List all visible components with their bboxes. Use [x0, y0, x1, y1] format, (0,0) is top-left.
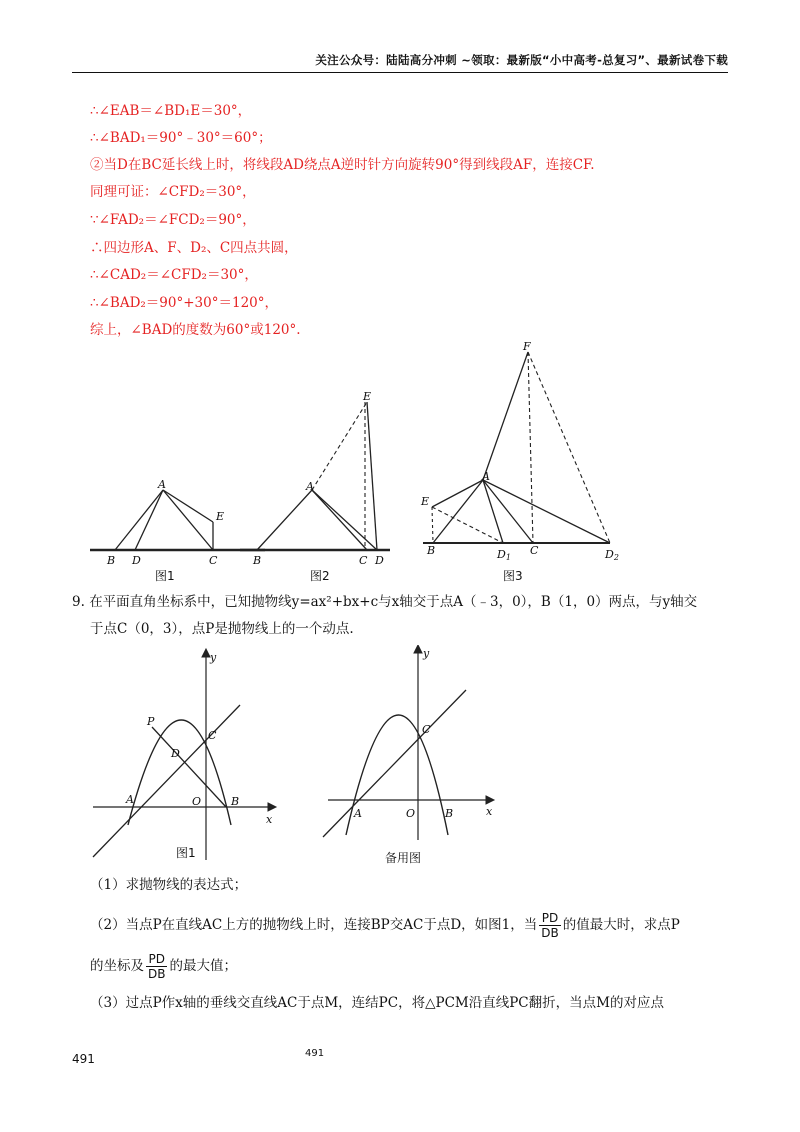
- svg-text:E: E: [421, 495, 430, 508]
- svg-text:B: B: [107, 554, 116, 567]
- figure-2: [240, 390, 390, 567]
- part2-text-c: 的坐标及: [90, 958, 144, 974]
- svg-text:B: B: [253, 554, 262, 567]
- svg-text:A: A: [482, 470, 490, 483]
- question-part-2-cont: [90, 946, 237, 986]
- svg-text:C: C: [422, 723, 431, 736]
- figure-1-caption: 图1: [155, 569, 175, 583]
- svg-text:B: B: [231, 795, 240, 808]
- question-part-3: （3）过点P作x轴的垂线交直线AC于点M，连结PC，将△PCM沿直线PC翻折，当点M的对应点: [90, 995, 664, 1011]
- page-header: [72, 52, 728, 73]
- page-number-left: 491: [72, 1052, 95, 1066]
- svg-text:O: O: [192, 795, 202, 808]
- parabola-figure-1-caption: 图1: [176, 846, 196, 860]
- solution-line-4: 同理可证：∠CFD₂＝30°，: [90, 184, 256, 200]
- parabola-figure-2: [323, 645, 494, 865]
- solution-line-7: ∴∠CAD₂＝∠CFD₂＝30°，: [90, 267, 258, 283]
- svg-text:y: y: [423, 647, 430, 660]
- part2-text-d: 的最大值；: [169, 958, 237, 974]
- fraction-numerator-2: PD: [146, 952, 167, 967]
- parabola-figure-2-caption: 备用图: [385, 851, 422, 865]
- fraction-denominator: DB: [541, 926, 559, 940]
- svg-text:C: C: [208, 729, 217, 742]
- part2-text-a: （2）当点P在直线AC上方的抛物线上时，连接BP交AC于点D，如图1，当: [90, 917, 538, 933]
- svg-text:F: F: [523, 340, 531, 353]
- question-part-1: （1）求抛物线的表达式；: [90, 877, 248, 893]
- svg-text:E: E: [216, 510, 225, 523]
- svg-text:D2: D2: [605, 548, 619, 562]
- solution-line-6: ∴四边形A、F、D₂、C四点共圆，: [90, 240, 298, 256]
- svg-text:P: P: [147, 715, 155, 728]
- question-stem-2: 于点C（0，3），点P是抛物线上的一个动点.: [90, 621, 354, 637]
- svg-text:A: A: [354, 807, 362, 820]
- solution-line-8: ∴∠BAD₂＝90°+30°＝120°，: [90, 295, 278, 311]
- fraction-numerator: PD: [539, 911, 560, 926]
- svg-text:B: B: [427, 544, 436, 557]
- svg-text:D: D: [132, 554, 141, 567]
- svg-text:D: D: [171, 747, 180, 760]
- geometry-figures: [85, 340, 645, 590]
- question-part-2: [90, 905, 680, 945]
- svg-text:O: O: [406, 807, 416, 820]
- svg-text:A: A: [306, 480, 314, 493]
- svg-text:B: B: [445, 807, 454, 820]
- question-9-line-1: [72, 589, 697, 616]
- solution-line-3: ②当D在BC延长线上时，将线段AD绕点A逆时针方向旋转90°得到线段AF，连接CF.: [90, 157, 595, 173]
- figure-1: [90, 478, 265, 567]
- solution-line-2: ∴∠BAD₁＝90°﹣30°＝60°；: [90, 130, 272, 146]
- fraction-pd-db-2: [146, 952, 167, 981]
- svg-text:D1: D1: [497, 548, 511, 562]
- svg-text:C: C: [359, 554, 368, 567]
- figure-3-caption: 图3: [503, 569, 523, 583]
- svg-text:A: A: [126, 793, 134, 806]
- svg-text:x: x: [266, 813, 273, 826]
- svg-text:C: C: [209, 554, 218, 567]
- parabola-figure-1: [93, 649, 276, 860]
- header-text: 关注公众号：陆陆高分冲刺 ~领取：最新版“小中高考-总复习”、最新试卷下载: [315, 53, 728, 67]
- parabola-figures: [88, 645, 508, 873]
- solution-line-1: ∴∠EAB＝∠BD₁E＝30°，: [90, 103, 252, 119]
- solution-line-9: 综上，∠BAD的度数为60°或120°.: [90, 322, 301, 338]
- question-number: 9.: [72, 594, 85, 610]
- svg-text:y: y: [210, 651, 217, 664]
- svg-text:D: D: [375, 554, 384, 567]
- question-stem-1: 在平面直角坐标系中，已知抛物线y=ax²+bx+c与x轴交于点A（﹣3，0），B（1，0）两点，与y轴交: [89, 594, 698, 610]
- fraction-denominator-2: DB: [148, 967, 166, 981]
- part2-text-b: 的值最大时，求点P: [562, 917, 680, 933]
- svg-text:x: x: [486, 805, 493, 818]
- svg-text:C: C: [530, 544, 539, 557]
- svg-text:A: A: [158, 478, 166, 491]
- solution-line-5: ∵∠FAD₂＝∠FCD₂＝90°，: [90, 212, 256, 228]
- figure-3: [420, 340, 619, 562]
- svg-text:E: E: [363, 390, 372, 403]
- figure-2-caption: 图2: [310, 569, 330, 583]
- fraction-pd-db: [539, 911, 560, 940]
- page-number-center: 491: [305, 1048, 325, 1059]
